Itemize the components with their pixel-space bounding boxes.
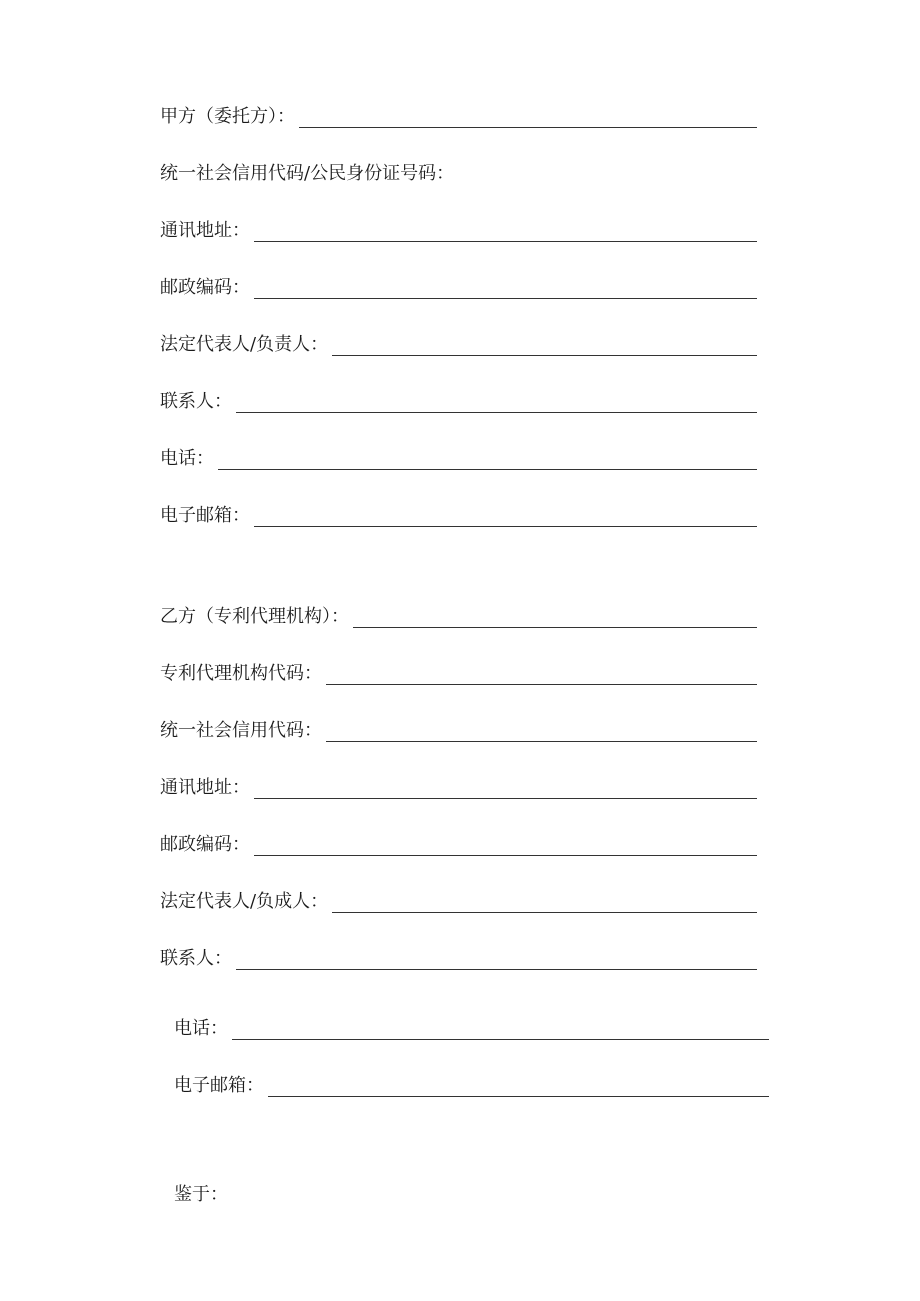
party-a-credit-code-label: 统一社会信用代码/公民身份证号码：: [160, 163, 455, 184]
party-b-agency-code-label: 专利代理机构代码：: [160, 663, 322, 684]
party-b-address-blank[interactable]: [254, 797, 757, 799]
party-b-address-row: [160, 769, 757, 799]
party-a-credit-code-row: [160, 155, 757, 185]
party-a-contact-blank[interactable]: [236, 411, 757, 413]
party-b-credit-code-blank[interactable]: [326, 740, 757, 742]
party-b-agency-code-blank[interactable]: [326, 683, 757, 685]
party-b-email-label: 电子邮箱：: [174, 1075, 264, 1096]
party-b-agency-code-row: [160, 655, 757, 685]
party-b-legal-rep-row: [160, 883, 757, 913]
party-b-postal-code-blank[interactable]: [254, 854, 757, 856]
party-b-email-blank[interactable]: [268, 1095, 769, 1097]
party-a-contact-label: 联系人：: [160, 391, 232, 412]
party-a-email-label: 电子邮箱：: [160, 505, 250, 526]
party-b-credit-code-row: [160, 712, 757, 742]
party-b-phone-row: [174, 1010, 769, 1040]
whereas-label: 鉴于：: [174, 1184, 228, 1205]
party-b-contact-row: [160, 940, 757, 970]
party-a-phone-blank[interactable]: [218, 468, 757, 470]
party-a-name-blank[interactable]: [299, 126, 757, 128]
party-b-contact-label: 联系人：: [160, 948, 232, 969]
party-a-address-label: 通讯地址：: [160, 220, 250, 241]
party-a-postal-code-label: 邮政编码：: [160, 277, 250, 298]
party-a-postal-code-blank[interactable]: [254, 297, 757, 299]
party-b-phone-blank[interactable]: [232, 1038, 769, 1040]
party-a-phone-label: 电话：: [160, 448, 214, 469]
party-b-legal-rep-label: 法定代表人/负成人：: [160, 891, 329, 912]
party-a-email-blank[interactable]: [254, 525, 757, 527]
party-b-credit-code-label: 统一社会信用代码：: [160, 720, 322, 741]
party-b-postal-code-label: 邮政编码：: [160, 834, 250, 855]
party-a-phone-row: [160, 440, 757, 470]
party-b-postal-code-row: [160, 826, 757, 856]
party-a-legal-rep-label: 法定代表人/负责人：: [160, 334, 329, 355]
party-b-address-label: 通讯地址：: [160, 777, 250, 798]
party-a-address-blank[interactable]: [254, 240, 757, 242]
party-b-title-label: 乙方（专利代理机构）：: [160, 606, 349, 627]
whereas-row: [174, 1176, 374, 1206]
party-a-contact-row: [160, 383, 757, 413]
party-b-name-blank[interactable]: [353, 626, 757, 628]
party-a-address-row: [160, 212, 757, 242]
party-b-contact-blank[interactable]: [236, 968, 757, 970]
party-a-title-row: [160, 98, 757, 128]
party-a-legal-rep-blank[interactable]: [332, 354, 757, 356]
party-b-phone-label: 电话：: [174, 1018, 228, 1039]
party-a-legal-rep-row: [160, 326, 757, 356]
party-a-email-row: [160, 497, 757, 527]
party-a-postal-code-row: [160, 269, 757, 299]
party-b-email-row: [174, 1067, 769, 1097]
party-b-title-row: [160, 598, 757, 628]
party-a-title-label: 甲方（委托方）：: [160, 106, 295, 127]
party-b-legal-rep-blank[interactable]: [332, 911, 757, 913]
